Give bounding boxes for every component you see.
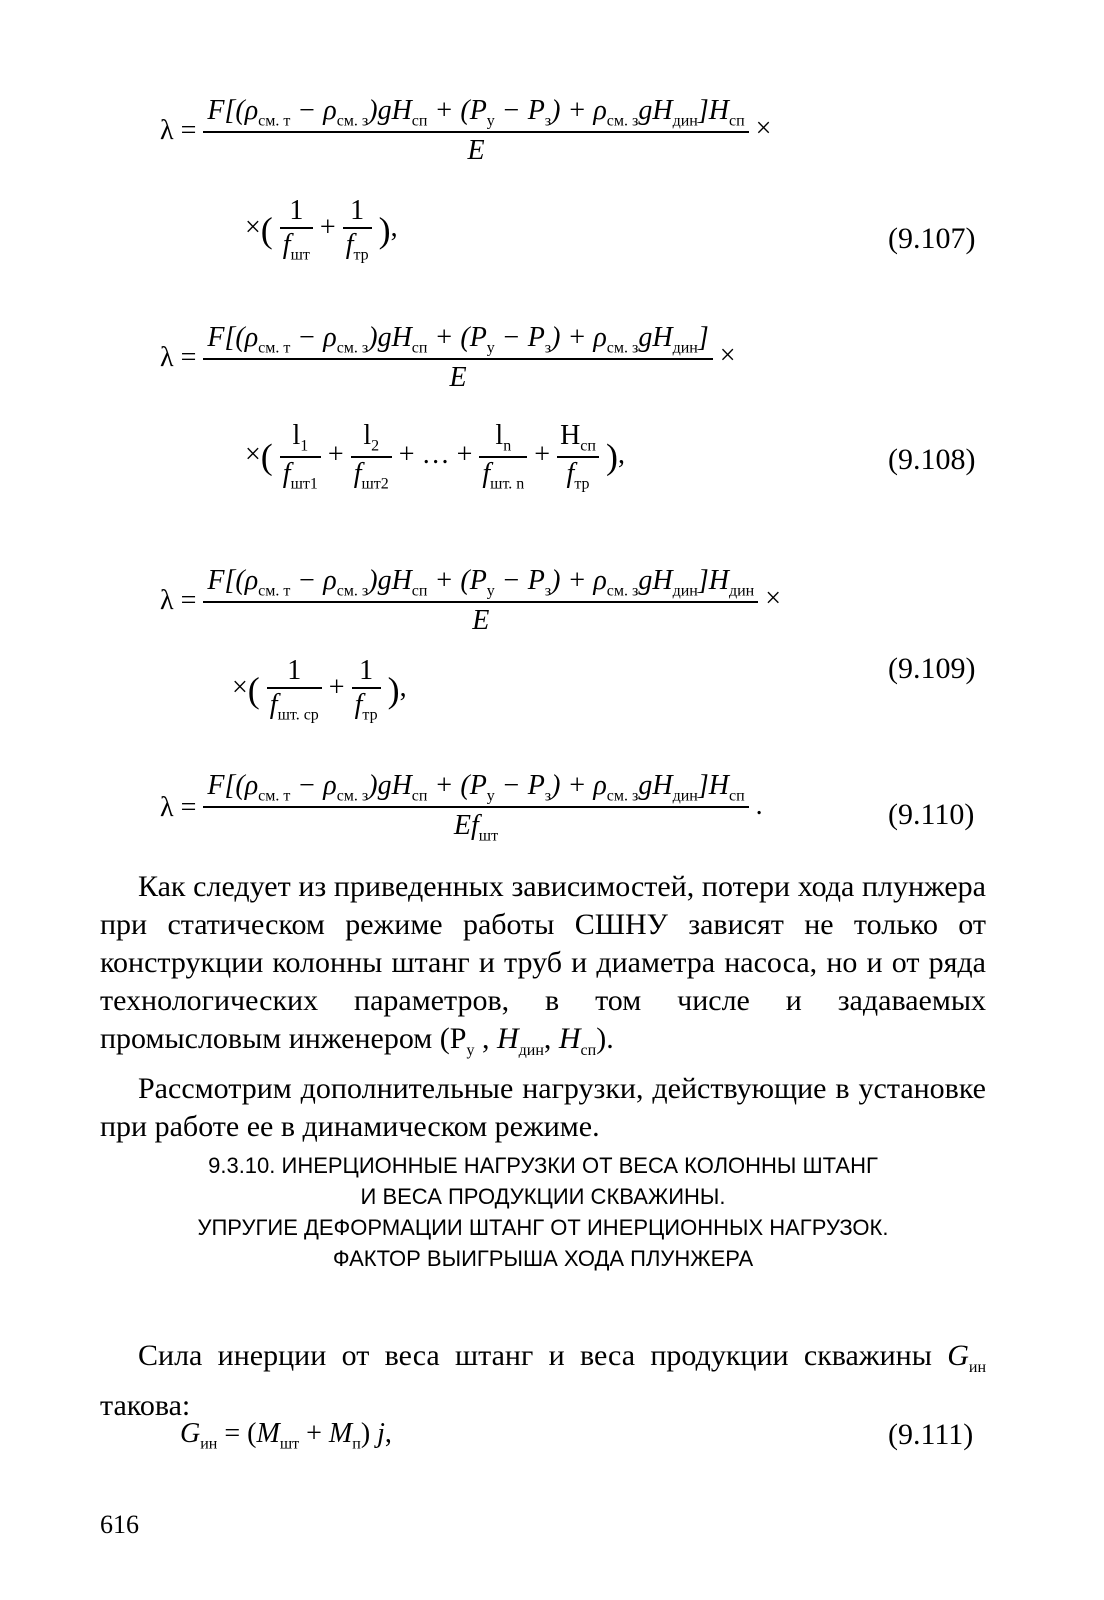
equation-number: (9.108) xyxy=(888,443,976,476)
formula-9-111: $G_{ин} = (M_{шт} + M_п)$ j, xyxy=(180,1418,392,1453)
formula-9-108-cont: ×( $l_1$ $f_{шт1}$ + $l_2$ $f_{шт2}$ + … + $l_n$ $f_{шт. n}$ + $H_{сп}$ $f_{тр}$ ), xyxy=(245,420,625,493)
equation-number: (9.109) xyxy=(888,652,976,685)
formula-9-109-cont: ×( 1 $f_{шт. ср}$ + 1 $f_{тр}$ ), xyxy=(232,655,407,724)
equation-number: (9.107) xyxy=(888,222,976,255)
paragraph: Как следует из приведенных зависимостей, потери хода плунжера при статическом режиме работы СШНУ зависят не только от конструкции колонны штанг и труб и диаметра насоса, но и от ряда технологических параметров, в том числе и задаваемых промысловым инженером ($P_у$ , $H_{дин}$, $H_{сп}$). xyxy=(100,870,986,1059)
fraction: $\frac{F[(\rho_{см. т} - \rho_{см. з})gH_{сп} + (P_у - P_з) + \rho_{см. з}gH_{дин}]H_{сп}}{E}$ xyxy=(203,95,748,167)
formula-9-107-cont: ×( 1 $f_{шт}$ + 1 $f_{тр}$ ), xyxy=(245,195,398,264)
formula-9-109: λ = $\frac{F[(\rho_{см. т} - \rho_{см. з})gH_{сп} + (P_у - P_з) + \rho_{см. з}gH_{дин}]H_{дин}}{E}$ × xyxy=(160,565,782,636)
equation-number: (9.110) xyxy=(888,798,975,831)
formula-9-108: λ = $\frac{F[(\rho_{см. т} - \rho_{см. з})gH_{сп} + (P_у - P_з) + \rho_{см. з}gH_{дин}]}{E}$ × xyxy=(160,322,736,393)
fraction: $\frac{F[(\rho_{см. т} - \rho_{см. з})gH_{сп} + (P_у - P_з) + \rho_{см. з}gH_{дин}]H_{сп}}{Ef_{шт}}$ xyxy=(203,770,748,845)
page-number: 616 xyxy=(100,1510,139,1539)
fraction: $\frac{F[(\rho_{см. т} - \rho_{см. з})gH_{сп} + (P_у - P_з) + \rho_{см. з}gH_{дин}]H_{дин}}{E}$ xyxy=(203,565,758,637)
heading-line: УПРУГИЕ ДЕФОРМАЦИИ ШТАНГ ОТ ИНЕРЦИОННЫХ НАГРУЗОК. xyxy=(197,1215,889,1240)
fraction: $\frac{F[(\rho_{см. т} - \rho_{см. з})gH_{сп} + (P_у - P_з) + \rho_{см. з}gH_{дин}]}{E}$ xyxy=(203,322,712,394)
heading-line: 9.3.10. ИНЕРЦИОННЫЕ НАГРУЗКИ ОТ ВЕСА КОЛОННЫ ШТАНГ xyxy=(208,1153,878,1178)
section-heading xyxy=(100,1150,986,1274)
paragraph: Рассмотрим дополнительные нагрузки, действующие в установке при работе ее в динамическом режиме. xyxy=(100,1072,986,1143)
main-text xyxy=(100,868,986,1146)
formula-9-110: λ = $\frac{F[(\rho_{см. т} - \rho_{см. з})gH_{сп} + (P_у - P_з) + \rho_{см. з}gH_{дин}]H_{сп}}{Ef_{шт}}$ . xyxy=(160,770,763,845)
main-text-2 xyxy=(100,1337,986,1425)
heading-line: ФАКТОР ВЫИГРЫША ХОДА ПЛУНЖЕРА xyxy=(332,1246,754,1271)
formula-9-107: λ = $\frac{F[(\rho_{см. т} - \rho_{см. з})gH_{сп} + (P_у - P_з) + \rho_{см. з}gH_{дин}]H_{сп}}{E}$ × xyxy=(160,95,772,166)
heading-line: И ВЕСА ПРОДУКЦИИ СКВАЖИНЫ. xyxy=(360,1184,726,1209)
paragraph: Сила инерции от веса штанг и веса продукции скважины $G_{ин}$ такова: xyxy=(100,1339,986,1422)
equation-number: (9.111) xyxy=(888,1418,974,1451)
